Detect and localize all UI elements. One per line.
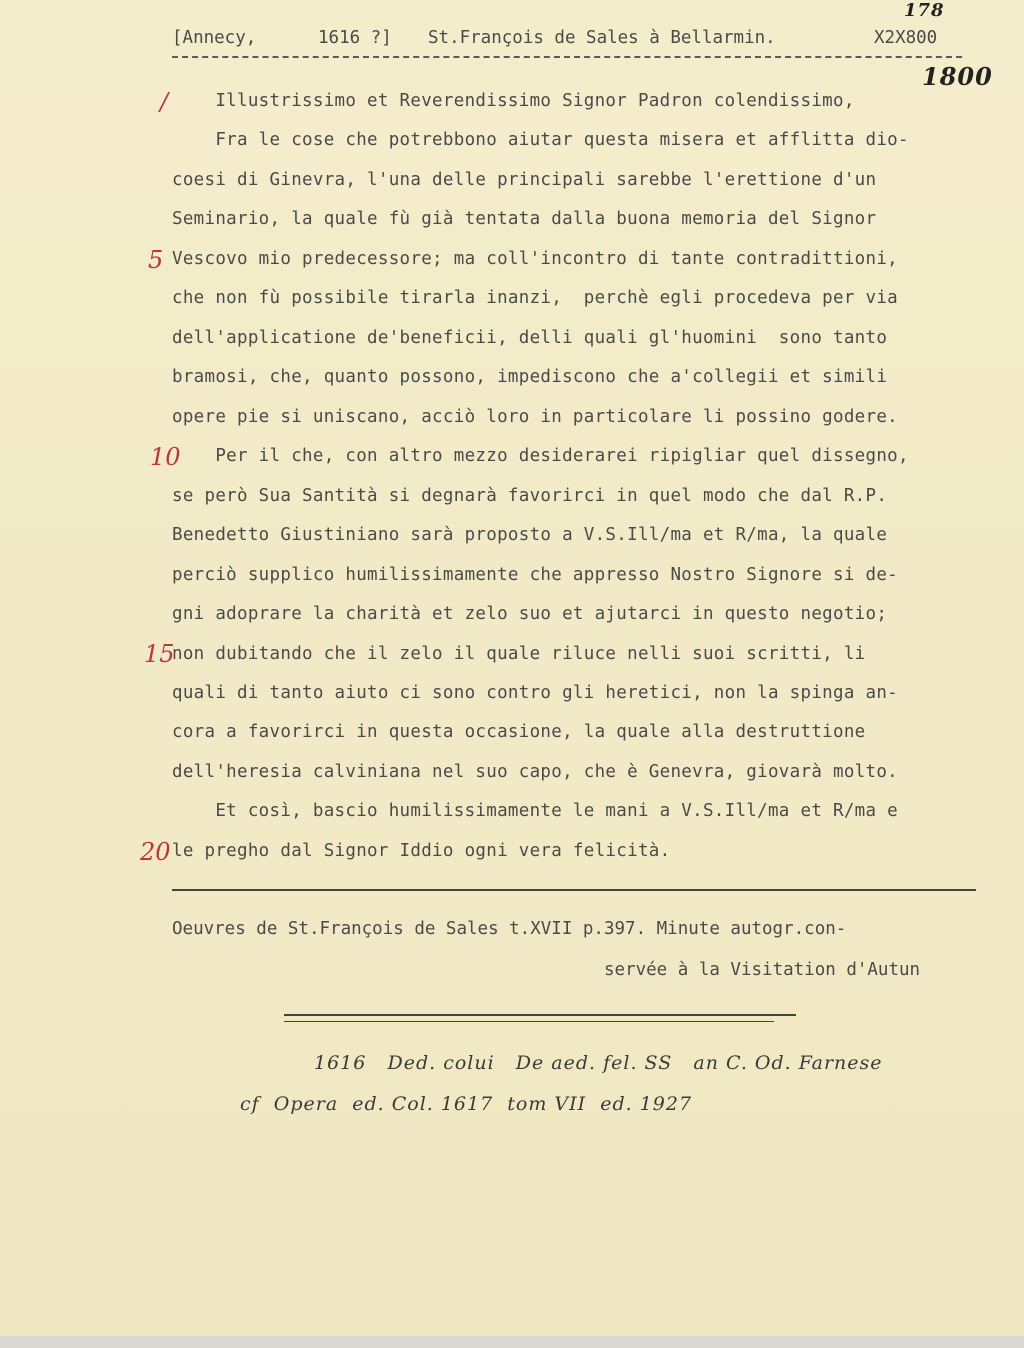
letter-line: cora a favorirci in questa occasione, la quale alla destruttione: [172, 722, 866, 742]
header-divider: [172, 56, 962, 58]
letter-line: dell'applicatione de'beneficii, delli quali gl'huomini sono tanto: [172, 328, 888, 348]
letter-line: Fra le cose che potrebbono aiutar questa misera et afflitta dio-: [172, 130, 909, 150]
margin-line-number: 5: [148, 246, 164, 274]
handwritten-page-number: 1800: [922, 62, 993, 91]
letter-line: Per il che, con altro mezzo desiderarei ripigliar quel dissegno,: [172, 446, 909, 466]
letter-line: coesi di Ginevra, l'una delle principali sarebbe l'erettione d'un: [172, 170, 877, 190]
letter-line: se però Sua Santità si degnarà favorirci in quel modo che dal R.P.: [172, 486, 888, 506]
letter-line: Benedetto Giustiniano sarà proposto a V.S.Ill/ma et R/ma, la quale: [172, 525, 888, 545]
letter-line: opere pie si uniscano, acciò loro in particolare li possino godere.: [172, 407, 899, 427]
letter-line: le pregho dal Signor Iddio ogni vera felicità.: [172, 841, 671, 861]
letter-line: Vescovo mio predecessore; ma coll'incontro di tante contradittioni,: [172, 249, 899, 269]
end-rule-bottom: [284, 1021, 774, 1022]
letter-line: non dubitando che il zelo il quale riluce nelli suoi scritti, li: [172, 644, 866, 664]
header-number-overwrite: 178: [904, 0, 945, 21]
pencil-note-1: 1616 Ded. colui De aed. fel. SS an C. Od. Farnese: [314, 1052, 883, 1074]
letter-line: che non fù possibile tirarla inanzi, perchè egli procedeva per via: [172, 288, 899, 308]
header-title: St.François de Sales à Bellarmin.: [428, 28, 776, 48]
source-citation-line-1: Oeuvres de St.François de Sales t.XVII p.397. Minute autogr.con-: [172, 919, 847, 939]
end-rule-top: [284, 1014, 796, 1016]
header-number: X2X800: [874, 28, 938, 48]
source-citation-line-2: servée à la Visitation d'Autun: [604, 960, 921, 980]
letter-line: Et così, bascio humilissimamente le mani a V.S.Ill/ma et R/ma e: [172, 801, 899, 821]
margin-line-number: /: [160, 88, 169, 116]
letter-line: Illustrissimo et Reverendissimo Signor Padron colendissimo,: [172, 91, 855, 111]
footer-divider: [172, 889, 976, 891]
margin-line-number: 10: [150, 443, 181, 471]
letter-line: Seminario, la quale fù già tentata dalla buona memoria del Signor: [172, 209, 877, 229]
letter-line: bramosi, che, quanto possono, impediscono che a'collegii et simili: [172, 367, 888, 387]
margin-line-number: 15: [144, 640, 175, 668]
letter-line: dell'heresia calviniana nel suo capo, che è Genevra, giovarà molto.: [172, 762, 899, 782]
scan-edge: [0, 1336, 1024, 1348]
letter-line: quali di tanto aiuto ci sono contro gli heretici, non la spinga an-: [172, 683, 899, 703]
letter-line: perciò supplico humilissimamente che appresso Nostro Signore si de-: [172, 565, 899, 585]
header-date: 1616 ?]: [318, 28, 392, 48]
letter-line: gni adoprare la charità et zelo suo et ajutarci in questo negotio;: [172, 604, 888, 624]
margin-line-number: 20: [140, 838, 171, 866]
header-place: [Annecy,: [172, 28, 257, 48]
pencil-note-2: cf Opera ed. Col. 1617 tom VII ed. 1927: [240, 1093, 693, 1115]
